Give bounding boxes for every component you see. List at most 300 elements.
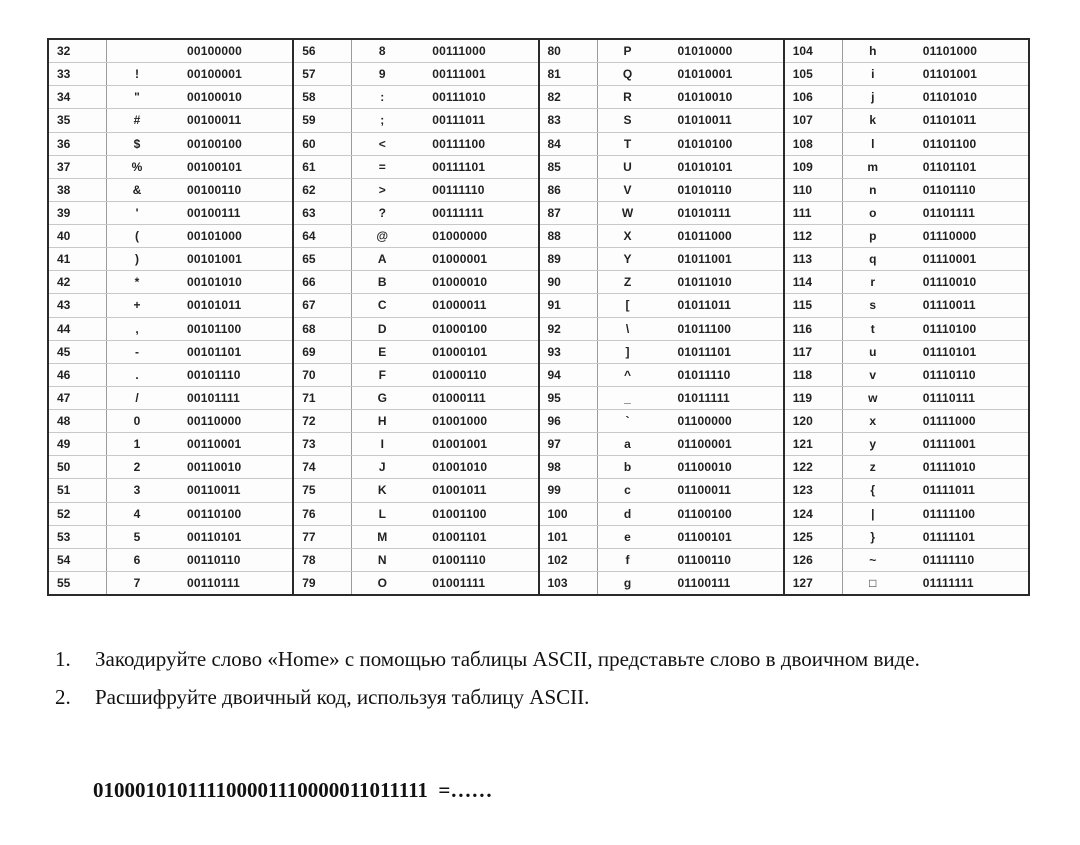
task-text: Расшифруйте двоичный код, используя таблицу ASCII.	[95, 685, 590, 709]
binary-code: 00100111	[187, 205, 241, 220]
decimal-code: 104	[785, 40, 843, 62]
decimal-code: 51	[49, 479, 107, 501]
table-row	[49, 202, 292, 225]
character: W	[621, 205, 634, 220]
table-row	[540, 109, 783, 132]
binary-code: 01001000	[432, 414, 488, 429]
binary-code: 01101110	[922, 182, 976, 197]
character: (	[135, 229, 139, 244]
table-row	[294, 40, 537, 63]
table-row	[785, 456, 1028, 479]
decimal-code: 74	[294, 456, 352, 478]
table-row	[294, 294, 537, 317]
character: K	[377, 483, 387, 498]
character: b	[623, 460, 632, 475]
character: N	[377, 552, 387, 567]
decimal-code: 127	[785, 572, 843, 594]
binary-code: 01010001	[677, 67, 733, 82]
equals-placeholder: =……	[427, 778, 493, 802]
decimal-code: 52	[49, 503, 107, 525]
decimal-code: 116	[785, 318, 843, 340]
binary-code: 00100110	[187, 182, 242, 197]
decimal-code: 109	[785, 156, 843, 178]
decimal-code: 38	[49, 179, 107, 201]
decimal-code: 84	[540, 133, 598, 155]
character: &	[132, 182, 142, 197]
decimal-code: 123	[785, 479, 843, 501]
character: #	[133, 113, 141, 128]
decimal-code: 98	[540, 456, 598, 478]
table-row	[294, 341, 537, 364]
table-row	[294, 526, 537, 549]
decimal-code: 55	[49, 572, 107, 594]
character: Z	[623, 275, 632, 290]
table-row	[540, 549, 783, 572]
decimal-code: 36	[49, 133, 107, 155]
character: -	[135, 344, 139, 359]
table-row	[785, 410, 1028, 433]
binary-code: 00100100	[187, 136, 242, 151]
table-row	[49, 318, 292, 341]
table-row	[785, 202, 1028, 225]
decimal-code: 83	[540, 109, 598, 131]
table-row	[49, 456, 292, 479]
decimal-code: 50	[49, 456, 107, 478]
binary-code: 01100111	[677, 575, 731, 590]
table-row	[49, 133, 292, 156]
decimal-code: 107	[785, 109, 843, 131]
table-row	[294, 387, 537, 410]
character: u	[869, 344, 877, 359]
character: O	[377, 575, 387, 590]
decimal-code: 113	[785, 248, 843, 270]
character: +	[133, 298, 141, 313]
table-row	[540, 387, 783, 410]
binary-code: 01111000	[922, 414, 976, 429]
character: g	[623, 575, 632, 590]
decimal-code: 71	[294, 387, 352, 409]
decimal-code: 63	[294, 202, 352, 224]
character: ?	[378, 205, 386, 220]
binary-code: 00100001	[187, 67, 242, 82]
table-row	[49, 40, 292, 63]
decimal-code: 95	[540, 387, 598, 409]
decimal-code: 126	[785, 549, 843, 571]
decimal-code: 46	[49, 364, 107, 386]
table-row	[49, 387, 292, 410]
binary-code: 01101011	[922, 113, 977, 128]
table-row	[785, 225, 1028, 248]
binary-code: 01010110	[677, 182, 732, 197]
decimal-code: 120	[785, 410, 843, 432]
table-row	[785, 364, 1028, 387]
binary-code: 00110110	[187, 552, 241, 567]
decimal-code: 60	[294, 133, 352, 155]
character: H	[377, 414, 387, 429]
binary-code: 01111001	[922, 437, 976, 452]
decimal-code: 37	[49, 156, 107, 178]
character: 9	[378, 67, 386, 82]
decimal-code: 86	[540, 179, 598, 201]
ascii-table	[47, 38, 1030, 596]
decimal-code: 47	[49, 387, 107, 409]
table-row	[294, 86, 537, 109]
character: ~	[869, 552, 877, 567]
decimal-code: 42	[49, 271, 107, 293]
table-row	[540, 248, 783, 271]
table-row	[540, 503, 783, 526]
table-row	[294, 364, 537, 387]
table-block	[785, 40, 1028, 594]
table-row	[540, 63, 783, 86]
binary-code: 00110001	[187, 437, 242, 452]
character: m	[867, 159, 879, 174]
character: x	[869, 414, 877, 429]
character: w	[868, 390, 878, 405]
binary-code: 01001110	[432, 552, 486, 567]
binary-code: 01110011	[922, 298, 976, 313]
table-row	[49, 433, 292, 456]
character: |	[871, 506, 875, 521]
character: .	[135, 367, 139, 382]
decimal-code: 34	[49, 86, 107, 108]
decimal-code: 43	[49, 294, 107, 316]
binary-code: 01001101	[432, 529, 487, 544]
binary-code: 00111111	[432, 205, 484, 220]
binary-code: 01110010	[922, 275, 977, 290]
table-row	[294, 503, 537, 526]
binary-code: 01000011	[432, 298, 487, 313]
character: 5	[133, 529, 141, 544]
table-row	[540, 318, 783, 341]
decimal-code: 53	[49, 526, 107, 548]
character: }	[870, 529, 876, 544]
binary-code: 01010011	[677, 113, 732, 128]
binary-code: 00110011	[187, 483, 241, 498]
table-row	[49, 364, 292, 387]
table-row	[785, 179, 1028, 202]
binary-code: 01110001	[922, 252, 977, 267]
decimal-code: 93	[540, 341, 598, 363]
binary-code: 01001010	[432, 460, 488, 475]
character: 3	[133, 483, 141, 498]
table-row	[540, 156, 783, 179]
character: 1	[133, 437, 141, 452]
decimal-code: 102	[540, 549, 598, 571]
binary-code: 01010101	[677, 159, 733, 174]
binary-code: 00110111	[187, 575, 241, 590]
character: {	[870, 483, 876, 498]
binary-code: 01110000	[922, 229, 977, 244]
binary-code: 01011100	[677, 321, 732, 336]
task-number: 1.	[55, 647, 71, 671]
table-row	[49, 156, 292, 179]
decimal-code: 40	[49, 225, 107, 247]
table-row	[294, 572, 537, 594]
decimal-code: 62	[294, 179, 352, 201]
character: R	[623, 90, 632, 105]
table-row	[785, 248, 1028, 271]
binary-code: 01001100	[432, 506, 487, 521]
character: h	[869, 44, 877, 59]
character: U	[623, 159, 632, 174]
character: C	[377, 298, 387, 313]
decimal-code: 118	[785, 364, 843, 386]
character: c	[624, 483, 631, 498]
character: 7	[133, 575, 141, 590]
decimal-code: 90	[540, 271, 598, 293]
character: [	[625, 298, 630, 313]
character: a	[624, 437, 631, 452]
table-row	[540, 271, 783, 294]
binary-code: 00101101	[187, 344, 242, 359]
binary-code: 00110000	[187, 414, 242, 429]
table-row	[540, 479, 783, 502]
binary-code: 01010100	[677, 136, 733, 151]
decimal-code: 77	[294, 526, 352, 548]
table-row	[49, 271, 292, 294]
decimal-code: 99	[540, 479, 598, 501]
decimal-code: 106	[785, 86, 843, 108]
table-row	[785, 133, 1028, 156]
binary-code: 01101000	[922, 44, 978, 59]
decimal-code: 59	[294, 109, 352, 131]
character: `	[625, 414, 630, 429]
character: !	[135, 67, 139, 82]
table-row	[785, 318, 1028, 341]
binary-code: 01111011	[922, 483, 976, 498]
binary-code: 01011010	[677, 275, 732, 290]
binary-code: 01010111	[677, 205, 732, 220]
table-row	[785, 63, 1028, 86]
character: ^	[623, 367, 631, 382]
binary-code: 00111001	[432, 67, 486, 82]
table-row	[294, 179, 537, 202]
binary-code: 01111111	[922, 575, 974, 590]
character: %	[131, 159, 143, 174]
decimal-code: 82	[540, 86, 598, 108]
decimal-code: 115	[785, 294, 843, 316]
decimal-code: 92	[540, 318, 598, 340]
decimal-code: 85	[540, 156, 598, 178]
binary-code: 00101001	[187, 252, 242, 267]
table-row	[540, 225, 783, 248]
table-row	[785, 387, 1028, 410]
binary-code: 01011101	[677, 344, 732, 359]
binary-code: 01100110	[677, 552, 732, 567]
decimal-code: 117	[785, 341, 843, 363]
character: 4	[133, 506, 141, 521]
decimal-code: 80	[540, 40, 598, 62]
character: i	[871, 67, 875, 82]
character: j	[871, 90, 875, 105]
table-row	[540, 410, 783, 433]
binary-code: 010001010111100001110000011011111	[93, 778, 428, 802]
table-row	[785, 433, 1028, 456]
table-row	[785, 40, 1028, 63]
table-block	[49, 40, 294, 594]
decimal-code: 79	[294, 572, 352, 594]
decimal-code: 33	[49, 63, 107, 85]
binary-code: 01000000	[432, 229, 488, 244]
character: o	[869, 205, 877, 220]
table-row	[294, 271, 537, 294]
table-row	[49, 479, 292, 502]
decimal-code: 45	[49, 341, 107, 363]
binary-code: 01100101	[677, 529, 732, 544]
table-row	[785, 156, 1028, 179]
task-item	[55, 682, 1015, 712]
table-row	[49, 526, 292, 549]
table-row	[49, 503, 292, 526]
task-item	[55, 644, 1015, 674]
table-row	[49, 341, 292, 364]
binary-code: 01011110	[677, 367, 731, 382]
character: G	[377, 390, 387, 405]
binary-code: 00101111	[187, 390, 241, 405]
decimal-code: 70	[294, 364, 352, 386]
table-row	[785, 294, 1028, 317]
table-row	[294, 410, 537, 433]
character: t	[870, 321, 875, 336]
character: p	[869, 229, 877, 244]
decimal-code: 69	[294, 341, 352, 363]
table-row	[49, 410, 292, 433]
table-row	[294, 479, 537, 502]
decimal-code: 61	[294, 156, 352, 178]
table-row	[785, 479, 1028, 502]
decimal-code: 108	[785, 133, 843, 155]
character: d	[623, 506, 632, 521]
character: Y	[623, 252, 632, 267]
binary-code: 01101010	[922, 90, 978, 105]
decimal-code: 96	[540, 410, 598, 432]
binary-code: 00110010	[187, 460, 242, 475]
binary-code: 01110101	[922, 344, 977, 359]
decimal-code: 87	[540, 202, 598, 224]
character: M	[377, 529, 388, 544]
character: $	[133, 136, 141, 151]
binary-code: 00111110	[432, 182, 485, 197]
binary-code: 00101011	[187, 298, 242, 313]
decimal-code: 124	[785, 503, 843, 525]
decimal-code: 66	[294, 271, 352, 293]
table-row	[294, 133, 537, 156]
character: Q	[622, 67, 633, 82]
decimal-code: 78	[294, 549, 352, 571]
binary-code: 00110100	[187, 506, 242, 521]
decimal-code: 94	[540, 364, 598, 386]
table-row	[49, 225, 292, 248]
table-row	[540, 40, 783, 63]
binary-code: 01110110	[922, 367, 976, 382]
binary-code: 01011111	[677, 390, 730, 405]
table-block	[294, 40, 539, 594]
decimal-code: 81	[540, 63, 598, 85]
table-row	[540, 179, 783, 202]
table-row	[294, 225, 537, 248]
binary-code: 01110111	[922, 390, 976, 405]
binary-code: 00101110	[187, 367, 241, 382]
character: P	[623, 44, 632, 59]
character: l	[871, 136, 875, 151]
table-row	[49, 294, 292, 317]
binary-code: 01101111	[922, 205, 976, 220]
decimal-code: 112	[785, 225, 843, 247]
table-row	[540, 86, 783, 109]
binary-code: 01011000	[677, 229, 732, 244]
decimal-code: 110	[785, 179, 843, 201]
binary-code: 01111110	[922, 552, 975, 567]
decimal-code: 35	[49, 109, 107, 131]
decimal-code: 44	[49, 318, 107, 340]
table-row	[785, 341, 1028, 364]
decimal-code: 97	[540, 433, 598, 455]
task-number: 2.	[55, 685, 71, 709]
table-row	[49, 63, 292, 86]
character: ]	[625, 344, 630, 359]
decimal-code: 68	[294, 318, 352, 340]
table-row	[785, 86, 1028, 109]
table-row	[540, 341, 783, 364]
decimal-code: 119	[785, 387, 843, 409]
table-row	[540, 572, 783, 594]
decimal-code: 41	[49, 248, 107, 270]
character: '	[135, 205, 139, 220]
binary-code: 01111100	[922, 506, 976, 521]
character: T	[623, 136, 632, 151]
character: =	[378, 159, 386, 174]
character: "	[134, 90, 140, 105]
binary-code: 00111000	[432, 44, 486, 59]
decimal-code: 57	[294, 63, 352, 85]
character: _	[624, 390, 631, 405]
binary-code: 01100001	[677, 437, 732, 452]
decimal-code: 72	[294, 410, 352, 432]
decimal-code: 65	[294, 248, 352, 270]
character: L	[378, 506, 386, 521]
decimal-code: 122	[785, 456, 843, 478]
character: B	[377, 275, 387, 290]
binary-code: 00111010	[432, 90, 486, 105]
binary-code: 01010000	[677, 44, 733, 59]
table-row	[540, 364, 783, 387]
table-row	[540, 202, 783, 225]
binary-code: 00100011	[187, 113, 242, 128]
binary-code: 01111101	[922, 529, 976, 544]
table-row	[540, 294, 783, 317]
character: q	[869, 252, 877, 267]
decimal-code: 56	[294, 40, 352, 62]
character: /	[135, 390, 139, 405]
binary-code: 00111101	[432, 159, 486, 174]
table-row	[49, 248, 292, 271]
binary-code: 01000010	[432, 275, 488, 290]
character: 8	[378, 44, 386, 59]
binary-code: 01101101	[922, 159, 977, 174]
character: D	[377, 321, 387, 336]
decimal-code: 54	[49, 549, 107, 571]
binary-code: 01000001	[432, 252, 488, 267]
decimal-code: 88	[540, 225, 598, 247]
binary-code: 01011001	[677, 252, 732, 267]
decimal-code: 75	[294, 479, 352, 501]
binary-code: 01100010	[677, 460, 732, 475]
table-row	[294, 248, 537, 271]
binary-code: 01001001	[432, 437, 488, 452]
table-row	[785, 526, 1028, 549]
character: <	[378, 136, 386, 151]
